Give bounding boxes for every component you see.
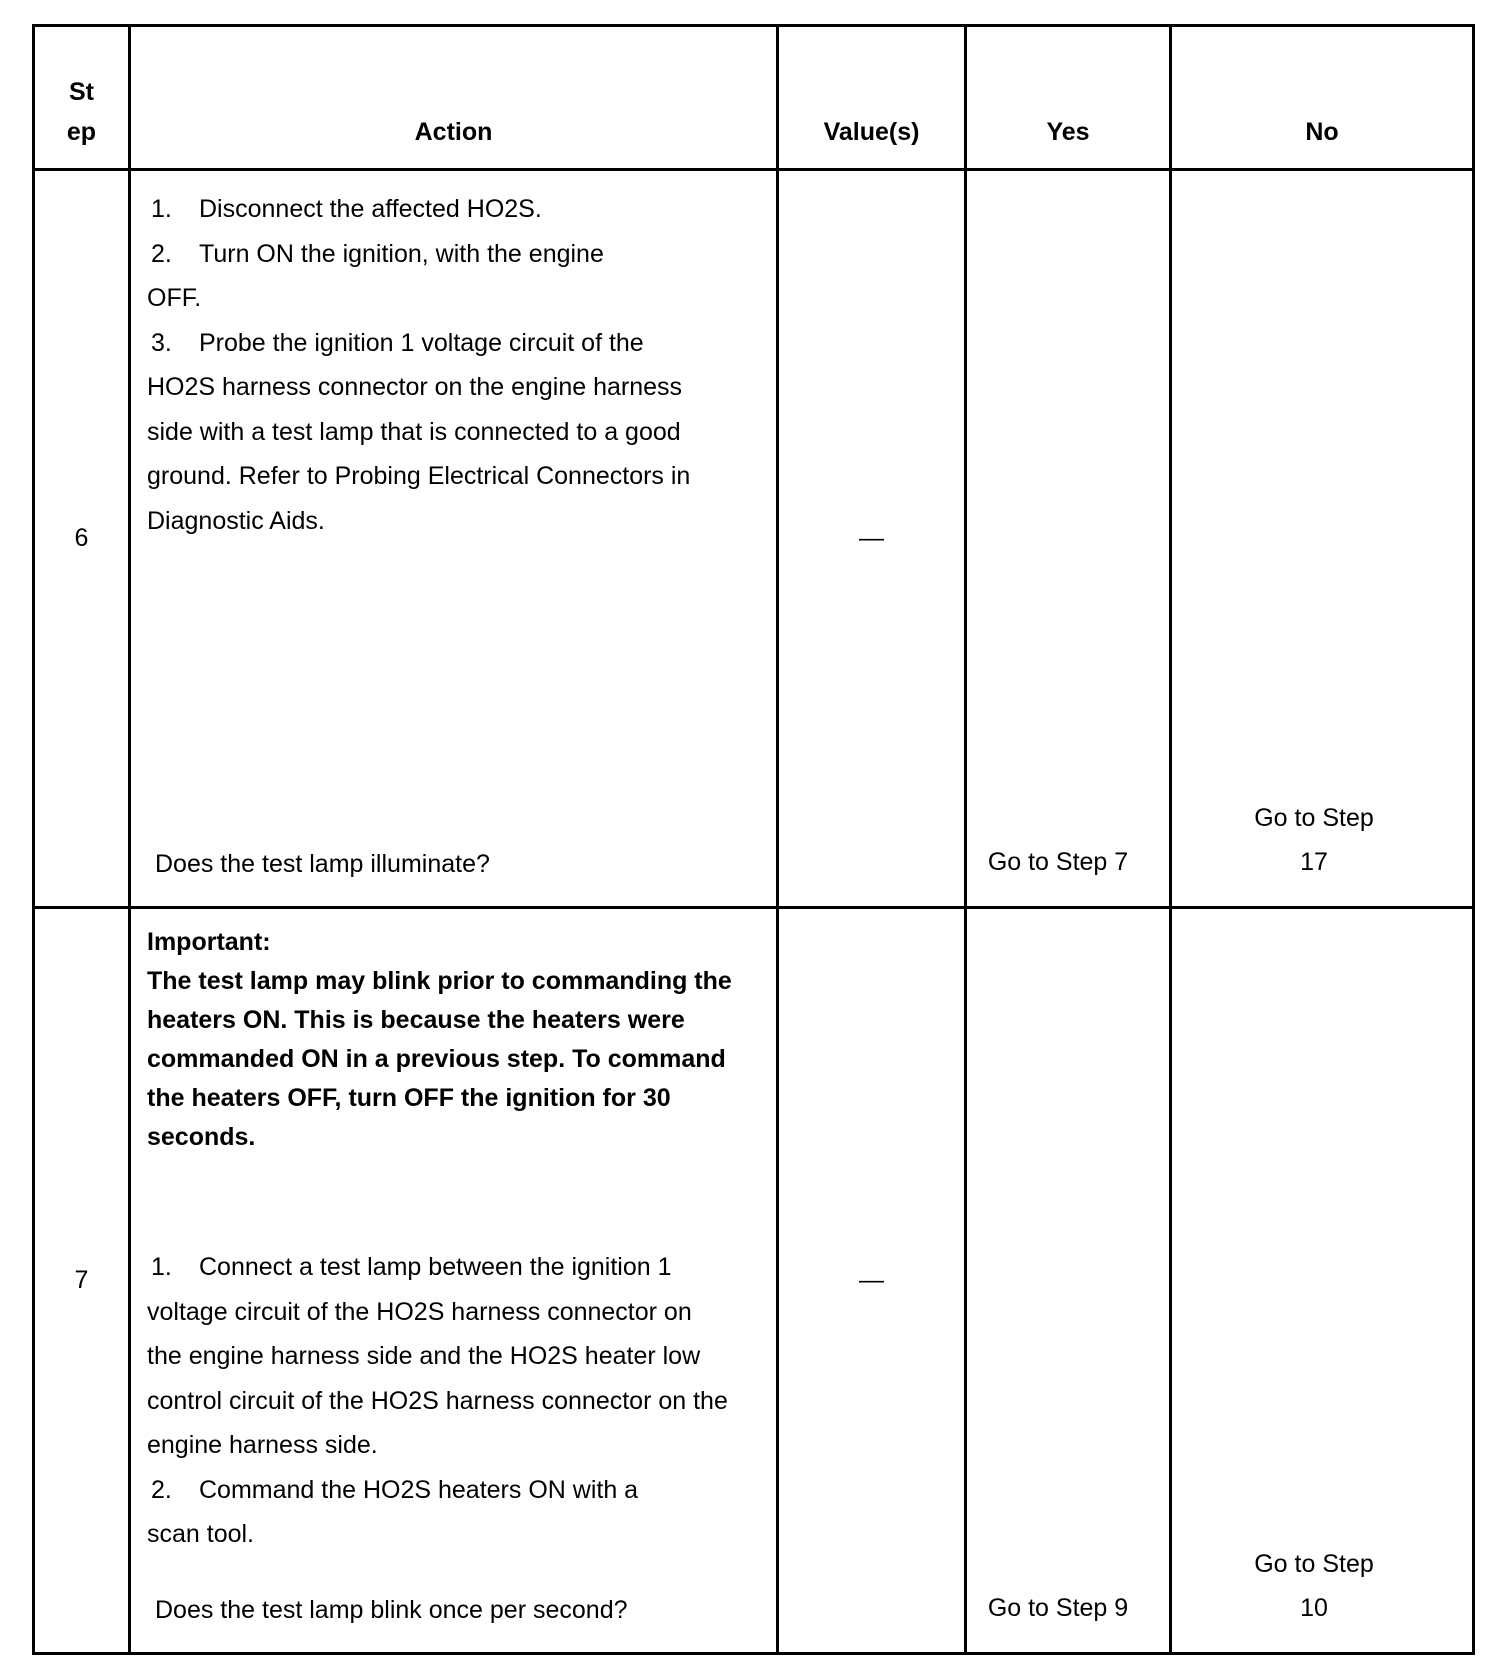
value-cell: — xyxy=(778,170,966,908)
no-link: Go to Step 10 xyxy=(1254,1550,1374,1622)
header-row xyxy=(34,26,1474,170)
step-number: 7 xyxy=(34,908,130,1654)
yes-cell xyxy=(966,908,1171,1654)
no-cell xyxy=(1171,170,1474,908)
yes-link: Go to Step 7 xyxy=(987,848,1129,876)
no-cell xyxy=(1171,908,1474,1654)
action-cell xyxy=(130,908,778,1654)
header-yes: Yes xyxy=(966,26,1171,170)
table-row xyxy=(34,170,1474,908)
action-step: 1. Connect a test lamp between the ignition 1 voltage circuit of the HO2S harness connector on the engine harness side and the HO2S heater low control circuit of the HO2S harness connector on the engine harness side. xyxy=(147,1253,728,1459)
table-row xyxy=(34,908,1474,1654)
header-values: Value(s) xyxy=(778,26,966,170)
header-action: Action xyxy=(130,26,778,170)
step-number: 6 xyxy=(34,170,130,908)
value-cell: — xyxy=(778,908,966,1654)
action-question: Does the test lamp illuminate? xyxy=(155,850,490,878)
important-note xyxy=(147,923,732,1157)
action-step: 2. Turn ON the ignition, with the engine OFF. xyxy=(147,239,604,312)
action-step: 3. Probe the ignition 1 voltage circuit of the HO2S harness connector on the engine harness side with a test lamp that is connected to a good ground. Refer to Probing Electrical Connectors in Diagnostic Aids. xyxy=(147,328,691,535)
header-step: St ep xyxy=(34,26,130,170)
diagnostic-table xyxy=(32,24,1475,1655)
action-question: Does the test lamp blink once per second? xyxy=(155,1596,628,1624)
important-text: The test lamp may blink prior to commanding the heaters ON. This is because the heaters were commanded ON in a previous step. To command the heaters OFF, turn OFF the ignition for 30 seconds. xyxy=(147,967,732,1151)
yes-cell xyxy=(966,170,1171,908)
action-step: 2. Command the HO2S heaters ON with a scan tool. xyxy=(147,1475,639,1548)
important-label: Important: xyxy=(147,928,271,956)
no-link: Go to Step 17 xyxy=(1254,804,1374,876)
header-no: No xyxy=(1171,26,1474,170)
yes-link: Go to Step 9 xyxy=(987,1594,1129,1622)
action-cell xyxy=(130,170,778,908)
action-step: 1. Disconnect the affected HO2S. xyxy=(151,195,542,223)
